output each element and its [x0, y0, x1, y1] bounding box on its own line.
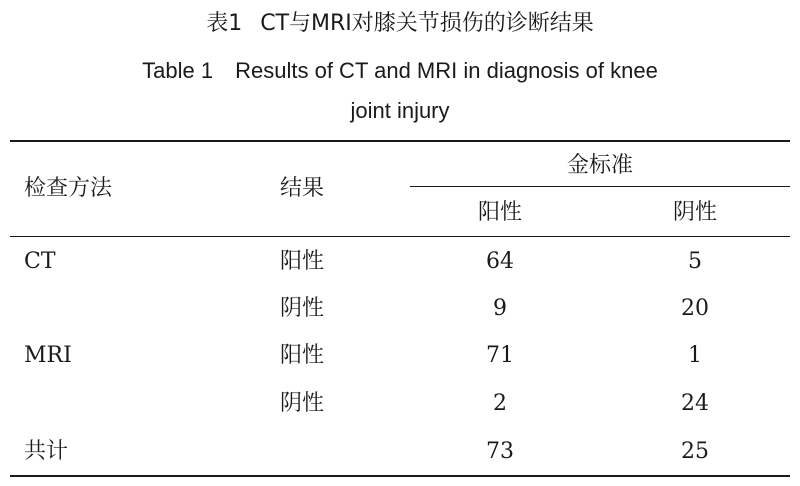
caption-english-line2	[0, 93, 800, 129]
row-positive-count: 9	[493, 296, 507, 321]
header-bottom-rule	[10, 236, 790, 237]
caption-english-line1	[0, 53, 800, 89]
row-negative-count: 25	[681, 439, 709, 464]
row-negative-count: 1	[688, 343, 702, 368]
row-negative-count: 20	[681, 296, 709, 321]
row-method: 共计	[24, 439, 69, 464]
row-negative-count: 5	[688, 249, 702, 274]
row-result: 阴性	[280, 296, 325, 321]
caption-english-label: Table 1	[142, 58, 214, 83]
row-result: 阳性	[280, 343, 325, 368]
header-result: 结果	[280, 176, 325, 201]
row-result: 阴性	[280, 391, 325, 416]
caption-english-text: Results of CT and MRI in diagnosis of knee	[235, 58, 658, 83]
header-negative: 阴性	[672, 200, 717, 225]
row-positive-count: 2	[493, 391, 507, 416]
row-negative-count: 24	[681, 391, 709, 416]
row-method: CT	[24, 249, 56, 274]
header-method: 检查方法	[24, 176, 113, 201]
table-bottom-rule	[10, 475, 790, 477]
caption-chinese-label: 表1	[206, 11, 243, 36]
row-result: 阳性	[280, 249, 325, 274]
caption-chinese-text: CT与MRI对膝关节损伤的诊断结果	[260, 11, 594, 36]
row-positive-count: 73	[486, 439, 514, 464]
row-positive-count: 71	[486, 343, 514, 368]
header-span-rule	[410, 186, 790, 187]
caption-english-text-continued: joint injury	[350, 98, 450, 123]
header-gold-standard: 金标准	[566, 153, 633, 178]
caption-chinese	[0, 6, 800, 42]
table-top-rule	[10, 140, 790, 142]
row-method: MRI	[24, 343, 72, 368]
row-positive-count: 64	[486, 249, 514, 274]
header-positive: 阳性	[477, 200, 522, 225]
